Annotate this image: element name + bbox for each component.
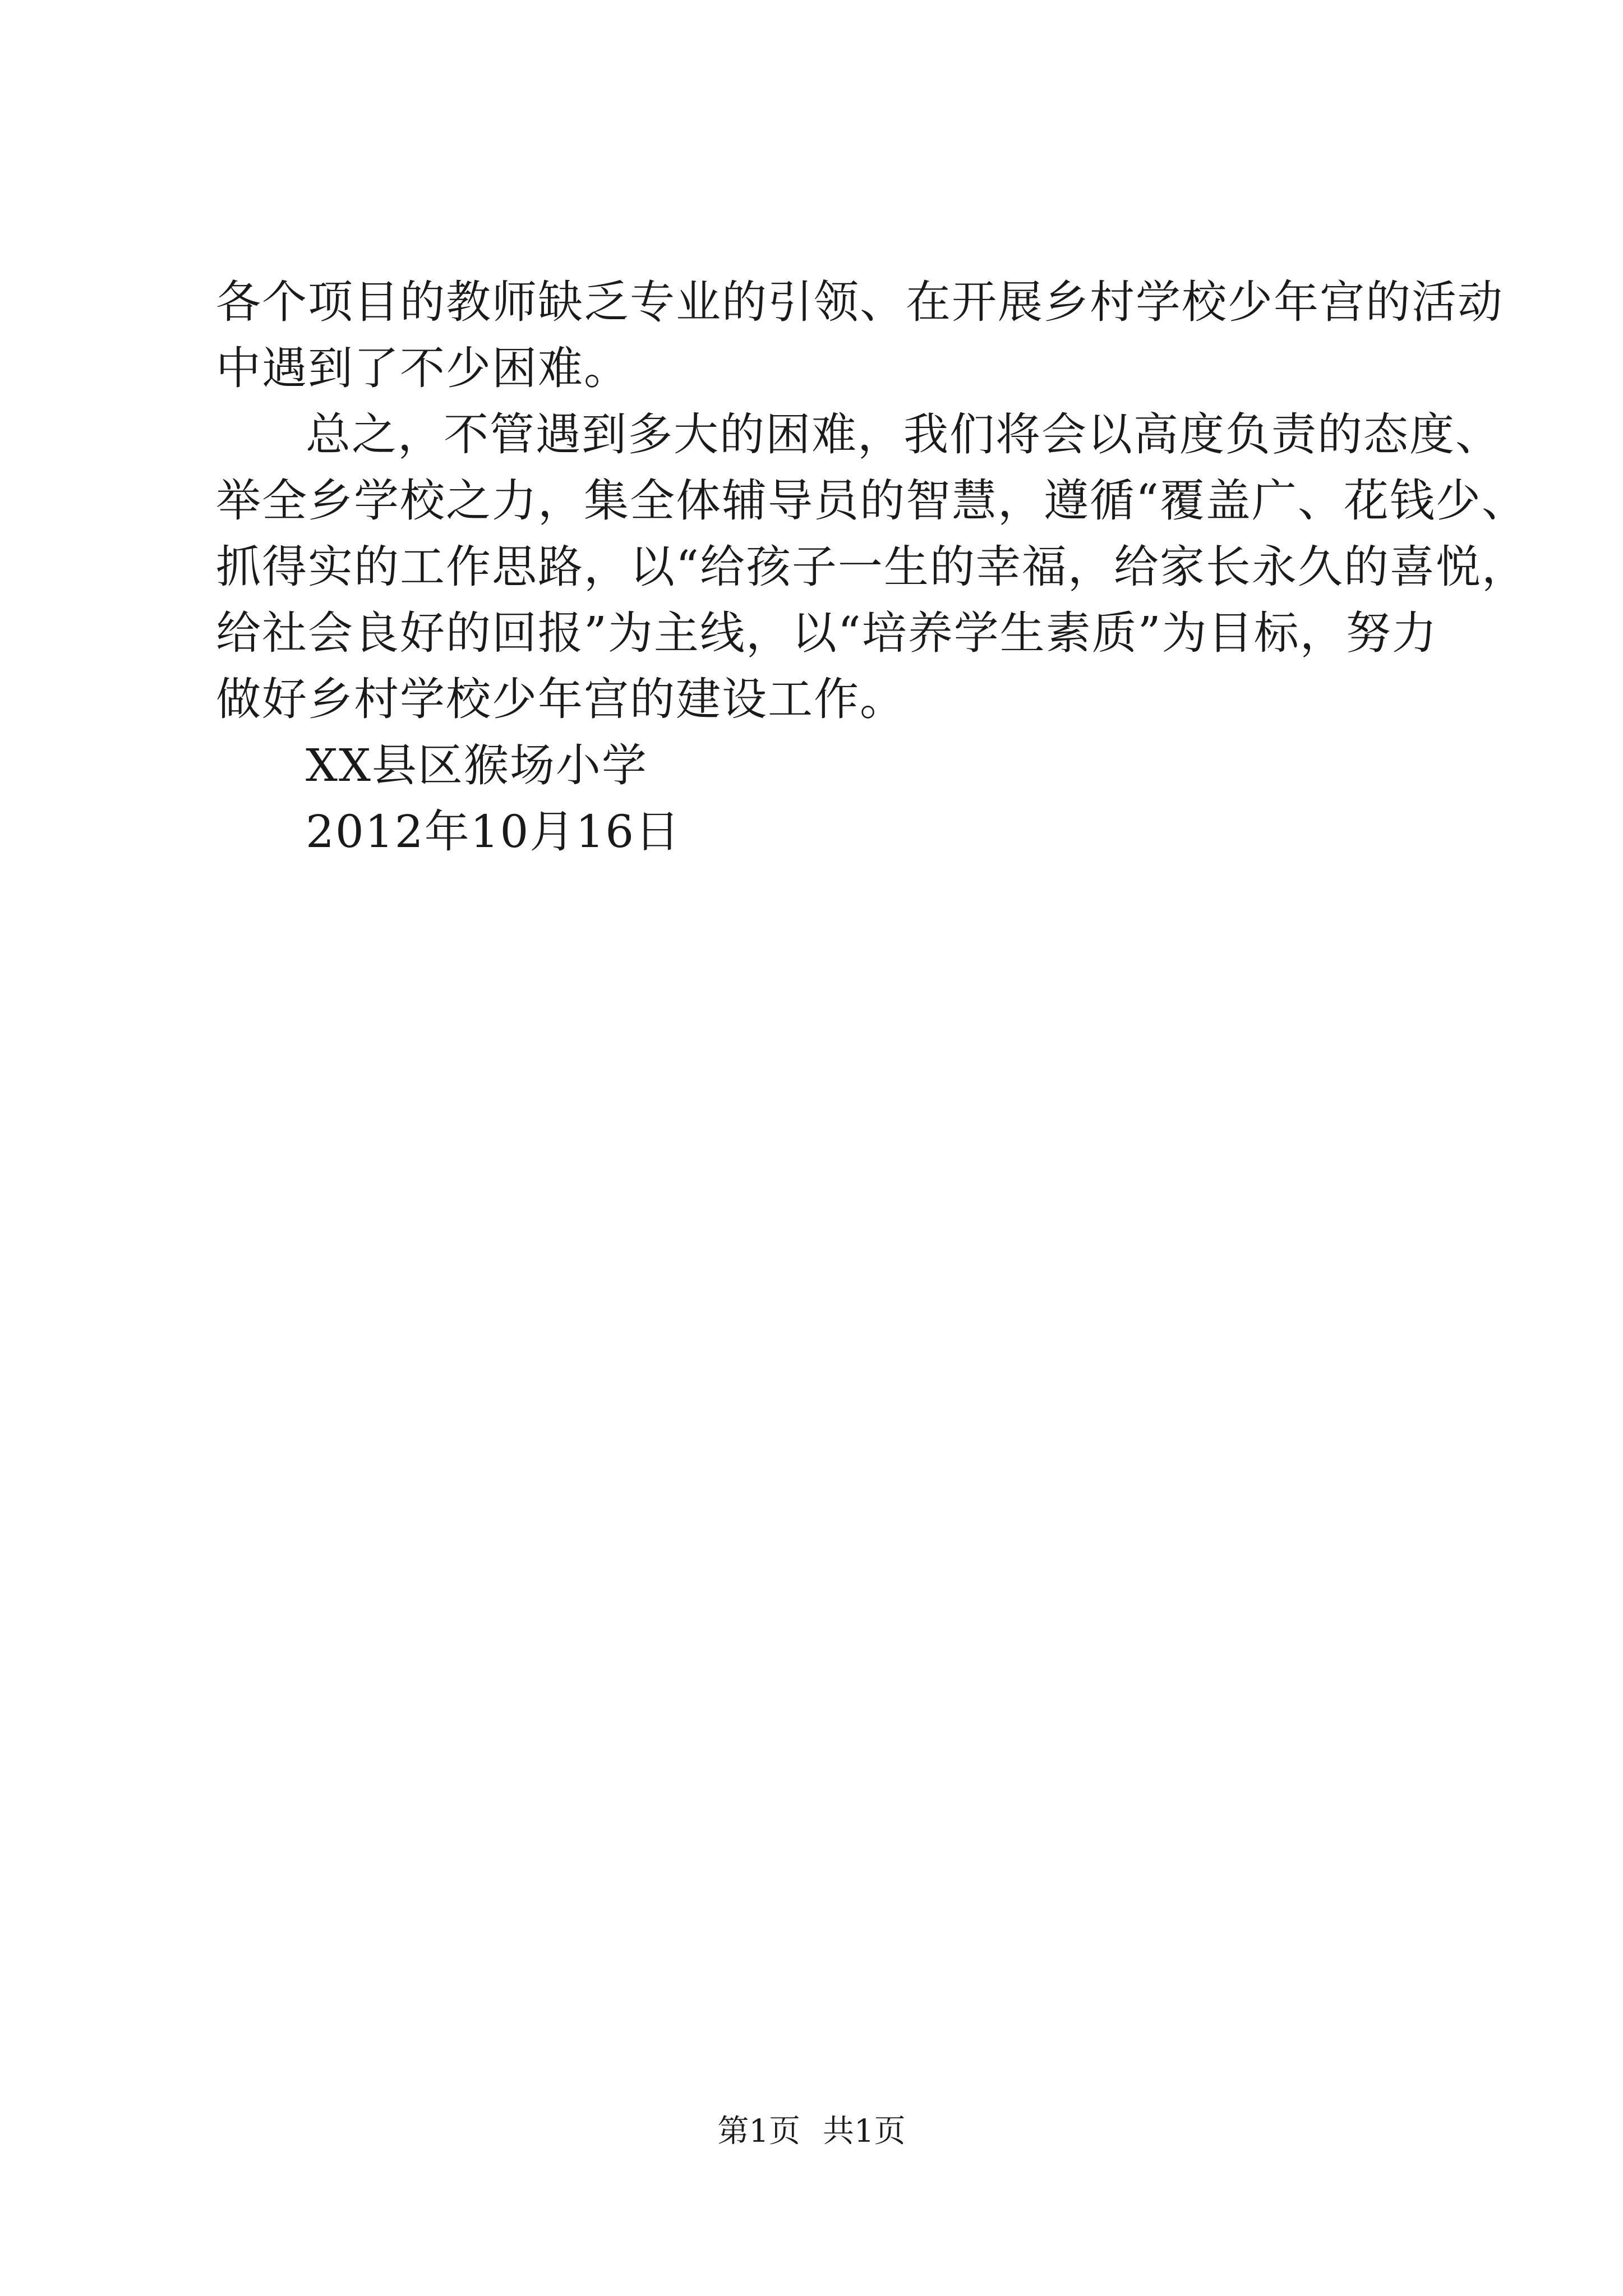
- paragraph-line: 总之，不管遇到多大的困难，我们将会以高度负责的态度、: [306, 408, 1501, 461]
- paragraph-line: 做好乡村学校少年宫的建设工作。: [216, 673, 906, 725]
- paragraph-line: 各个项目的教师缺乏专业的引领、在开展乡村学校少年宫的活动: [216, 276, 1504, 328]
- signature-date: 2012年10月16日: [306, 806, 681, 858]
- paragraph-line: 中遇到了不少困难。: [216, 342, 630, 394]
- document-body: [216, 269, 1528, 865]
- paragraph-line: 举全乡学校之力，集全体辅导员的智慧，遵循“覆盖广、花钱少、: [216, 475, 1528, 527]
- signature-organization: XX县区猴场小学: [306, 739, 648, 792]
- page-total: 共1页: [823, 2113, 906, 2150]
- page-footer: [0, 2112, 1623, 2151]
- paragraph-line: 给社会良好的回报”为主线，以“培养学生素质”为目标，努力: [216, 607, 1438, 659]
- paragraph-line: 抓得实的工作思路，以“给孩子一生的幸福，给家长永久的喜悦，: [216, 541, 1528, 593]
- page-number: 第1页: [717, 2113, 800, 2150]
